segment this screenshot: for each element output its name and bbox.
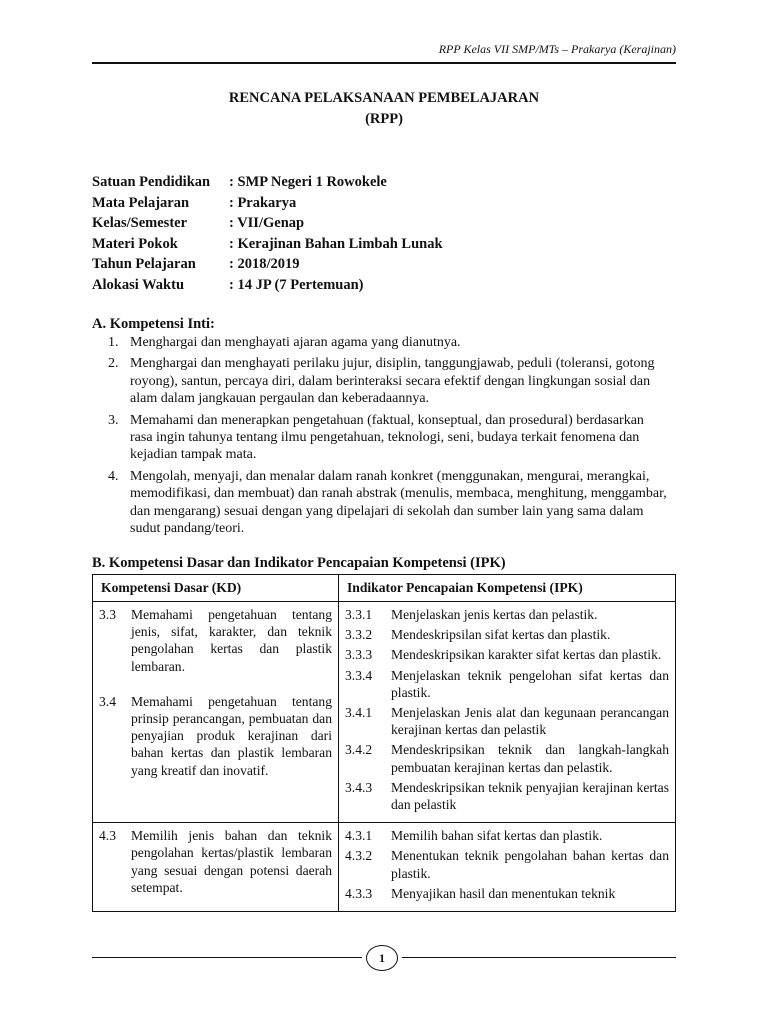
kd-cell xyxy=(93,602,339,823)
kd-ipk-table xyxy=(92,574,676,912)
ipk-item xyxy=(345,606,669,623)
ipk-item xyxy=(345,847,669,881)
identity-label: Mata Pelajaran xyxy=(92,194,190,211)
list-text: Menghargai dan menghayati perilaku jujur, disiplin, tanggungjawab, peduli (toleransi, gotong royong), santun, percaya diri, dalam berinteraksi secara efektif dengan lingkungan sosial dan alam dalam jangkauan pergaulan dan keberadaannya. xyxy=(130,356,655,407)
kd-cell xyxy=(93,823,339,912)
list-text: Menghargai dan menghayati ajaran agama yang dianutnya. xyxy=(130,335,461,350)
footer-rule-left xyxy=(92,957,362,958)
header-rule xyxy=(92,62,676,64)
ipk-number: 3.4.3 xyxy=(345,779,373,795)
identity-label: Materi Pokok xyxy=(92,235,178,252)
kd-number: 3.4 xyxy=(99,693,116,709)
list-item xyxy=(108,334,668,351)
document-title: RENCANA PELAKSANAAN PEMBELAJARAN xyxy=(228,90,540,106)
identity-value: : 14 JP (7 Pertemuan) xyxy=(229,276,364,293)
identity-row xyxy=(92,172,443,193)
identity-value: : VII/Genap xyxy=(229,215,305,231)
identity-value: : Prakarya xyxy=(229,194,297,211)
ipk-number: 3.3.4 xyxy=(345,667,373,683)
ipk-text: Menjelaskan teknik pengelohan sifat kertas dan plastik. xyxy=(391,667,669,700)
identity-row xyxy=(92,193,443,214)
identity-row xyxy=(92,234,443,255)
ipk-text: Menentukan teknik pengolahan bahan kertas dan plastik. xyxy=(391,848,669,881)
ipk-number: 3.3.2 xyxy=(345,627,373,643)
identity-label: Tahun Pelajaran xyxy=(92,256,196,272)
section-a-heading: A. Kompetensi Inti: xyxy=(92,316,215,332)
kd-item xyxy=(99,693,332,779)
ipk-cell xyxy=(339,823,676,912)
ipk-text: Mendeskripsikan teknik dan langkah-langkah pembuatan kerajinan kertas dan pelastik. xyxy=(391,742,669,775)
ipk-item xyxy=(345,885,669,902)
list-item xyxy=(108,355,668,407)
list-number: 3. xyxy=(108,412,119,428)
table-header-row xyxy=(93,575,676,602)
page-number: 1 xyxy=(366,945,398,971)
list-number: 2. xyxy=(108,356,119,372)
ipk-text: Menyajikan hasil dan menentukan teknik xyxy=(391,885,616,901)
identity-row xyxy=(92,275,443,296)
ipk-number: 3.4.2 xyxy=(345,742,373,758)
kd-column-header: Kompetensi Dasar (KD) xyxy=(93,575,339,602)
list-item xyxy=(108,468,668,538)
ipk-text: Mendeskripsikan karakter sifat kertas dan plastik. xyxy=(391,647,662,663)
ipk-column-header: Indikator Pencapaian Kompetensi (IPK) xyxy=(339,575,676,602)
running-header: RPP Kelas VII SMP/MTs – Prakarya (Kerajinan) xyxy=(438,42,676,56)
identity-value: : Kerajinan Bahan Limbah Lunak xyxy=(229,235,443,252)
ipk-text: Menjelaskan Jenis alat dan kegunaan perancangan kerajinan kertas dan pelastik xyxy=(391,705,669,738)
ipk-number: 4.3.2 xyxy=(345,848,373,864)
list-number: 1. xyxy=(108,335,119,350)
table-row xyxy=(93,823,676,912)
kd-item xyxy=(99,606,332,675)
ipk-item xyxy=(345,646,669,663)
ipk-text: Mendeskripsilan sifat kertas dan plastik. xyxy=(391,627,611,643)
identity-label: Alokasi Waktu xyxy=(92,276,185,293)
section-b-heading: B. Kompetensi Dasar dan Indikator Pencapaian Kompetensi (IPK) xyxy=(92,555,506,571)
footer-rule-right xyxy=(402,957,676,958)
ipk-text: Mendeskripsikan teknik penyajian kerajinan kertas dan pelastik xyxy=(391,779,669,813)
kd-text: Memahami pengetahuan tentang jenis, sifat, karakter, dan teknik pengolahan kertas dan plastik lembaran. xyxy=(131,607,332,674)
ipk-item xyxy=(345,741,669,775)
kd-item xyxy=(99,827,332,896)
ipk-item xyxy=(345,779,669,813)
document-subtitle: (RPP) xyxy=(365,111,403,127)
kd-text: Memilih jenis bahan dan teknik pengolahan kertas/plastik lembaran yang sesuai dengan potensi daerah setempat. xyxy=(131,828,332,895)
identity-label: Kelas/Semester xyxy=(92,215,188,231)
identity-row xyxy=(92,254,443,275)
identity-value: : SMP Negeri 1 Rowokele xyxy=(229,174,387,190)
ipk-number: 3.3.1 xyxy=(345,607,373,622)
ipk-item xyxy=(345,667,669,701)
ipk-item xyxy=(345,704,669,738)
identity-value: : 2018/2019 xyxy=(229,256,300,272)
identity-label: Satuan Pendidikan xyxy=(92,174,211,190)
kd-number: 3.3 xyxy=(99,607,116,622)
list-text: Mengolah, menyaji, dan menalar dalam ranah konkret (menggunakan, mengurai, merangkai, memodifikasi, dan membuat) dan ranah abstrak (menulis, membaca, menghitung, menggambar, dan mengarang) sesuai dengan yang dipelajari di sekolah dan sumber lain yang sama dalam sudut pandang/teori. xyxy=(130,468,667,537)
ipk-number: 3.3.3 xyxy=(345,647,373,663)
ipk-text: Menjelaskan jenis kertas dan pelastik. xyxy=(391,607,598,622)
ipk-number: 3.4.1 xyxy=(345,705,373,721)
kd-text: Memahami pengetahuan tentang prinsip perancangan, pembuatan dan penyajian produk kerajinan dari bahan kertas dan plastik lembaran yang kreatif dan inovatif. xyxy=(131,693,332,778)
kd-number: 4.3 xyxy=(99,828,116,844)
ipk-cell xyxy=(339,602,676,823)
list-text: Memahami dan menerapkan pengetahuan (faktual, konseptual, dan prosedural) berdasarkan rasa ingin tahunya tentang ilmu pengetahuan, teknologi, seni, budaya terkait fenomena dan kejadian tampak mata. xyxy=(130,412,644,463)
identity-row xyxy=(92,213,443,234)
ipk-item xyxy=(345,626,669,643)
ipk-number: 4.3.3 xyxy=(345,885,373,901)
kompetensi-inti-list xyxy=(108,334,668,541)
ipk-number: 4.3.1 xyxy=(345,828,373,844)
identity-block xyxy=(92,172,443,295)
list-item xyxy=(108,412,668,464)
ipk-text: Memilih bahan sifat kertas dan plastik. xyxy=(391,828,603,844)
list-number: 4. xyxy=(108,468,119,484)
table-row xyxy=(93,602,676,823)
ipk-item xyxy=(345,827,669,844)
